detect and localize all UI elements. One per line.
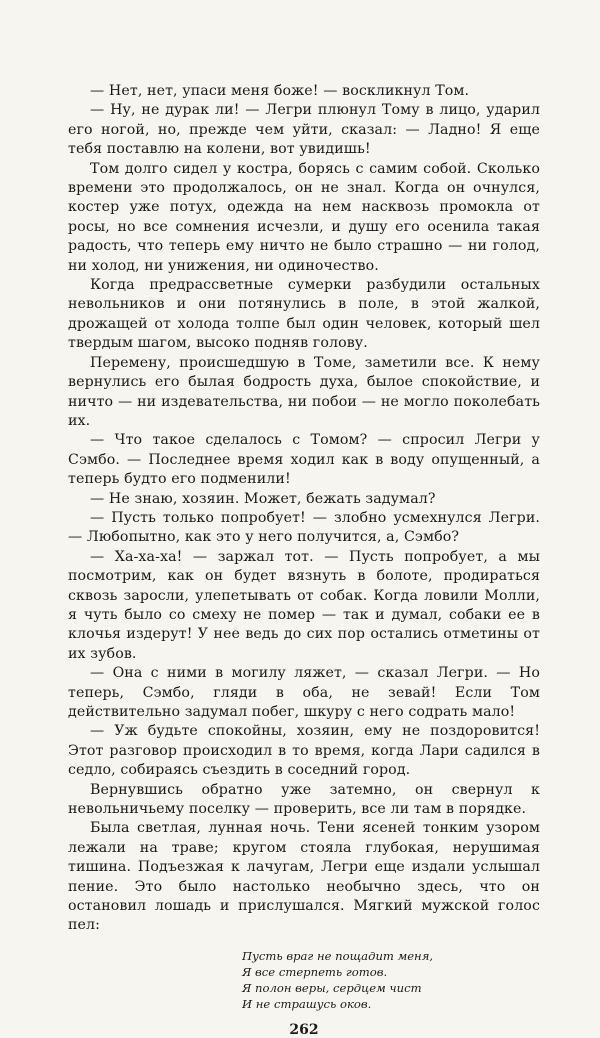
paragraph: — Не знаю, хозяин. Может, бежать задумал? (90, 490, 436, 507)
book-page (68, 82, 540, 1038)
paragraph: Когда предрассветные сумерки разбудили остальных невольников и они потянулись в поле, в этой жалкой, дрожащей от холода толпе был один человек, который шел твердым шагом, высоко подняв голову. (68, 277, 540, 352)
paragraph: — Что такое сделалось с Томом? — спросил Легри у Сэмбо. — Последнее время ходил как в воду опущенный, а теперь будто его подменили! (68, 432, 540, 488)
paragraph: — Она с ними в могилу ляжет, — сказал Легри. — Но теперь, Сэмбо, гляди в оба, не зевай! Если Том действительно задумал побег, шкуру с него содрать мало! (68, 665, 540, 720)
poem-line: Я все стерпеть готов. (242, 964, 388, 979)
paragraph: — Нет, нет, упаси меня боже! — воскликнул Том. (90, 83, 470, 99)
paragraph: Перемену, происшедшую в Томе, заметили все. К нему вернулись его былая бодрость духа, былое спокойствие, и ничто — ни издевательства, ни побои — не могло поколебать их. (68, 354, 540, 429)
paragraph: — Ну, не дурак ли! — Легри плюнул Тому в лицо, ударил его ногой, но, прежде чем уйти, сказал: — Ладно! Я еще тебя поставлю на колени, вот увидишь! (68, 102, 540, 158)
paragraph: Том долго сидел у костра, борясь с самим собой. Сколько времени это продолжалось, он не знал. Когда он очнулся, костер уже потух, одежда на нем насквозь промокла от росы, но все сомнения исчезли, и душу его осенила такая радость, что теперь ему ничто не было страшно — ни голод, ни холод, ни унижения, ни одиночество. (68, 160, 540, 274)
paragraph: Была светлая, лунная ночь. Тени ясеней тонким узором лежали на траве; кругом стояла глубокая, нерушимая тишина. Подъезжая к лачугам, Легри еще издали услышал пение. Это было настолько необычно здесь, что он остановил лошадь и прислушался. Мягкий мужской голос пел: (68, 820, 540, 934)
paragraph: — Пусть только попробует! — злобно усмехнулся Легри. — Любопытно, как это у него получится, а, Сэмбо? (68, 509, 540, 546)
poem-line: Пусть враг не пощадит меня, (242, 948, 434, 963)
paragraph: Вернувшись обратно уже затемно, он свернул к невольничьему поселку — проверить, все ли там в порядке. (68, 781, 540, 818)
paragraph: — Уж будьте спокойны, хозяин, ему не поздоровится! Этот разговор происходил в то время, когда Лари садился в седло, собираясь съездить в соседний город. (68, 723, 540, 779)
page-number: 262 (289, 1021, 319, 1038)
poem-line: И не страшусь оков. (242, 996, 372, 1011)
paragraph: — Ха-ха-ха! — заржал тот. — Пусть попробует, а мы посмотрим, как он будет вязнуть в болоте, продираться сквозь заросли, улепетывать от собак. Когда ловили Молли, я чуть было со смеху не помер — так и думал, собаки ее в клочья издерут! У нее ведь до сих пор остались отметины от их зубов. (68, 548, 540, 662)
poem-line: Я полон веры, сердцем чист (242, 980, 422, 995)
poem-verse (242, 948, 540, 1012)
